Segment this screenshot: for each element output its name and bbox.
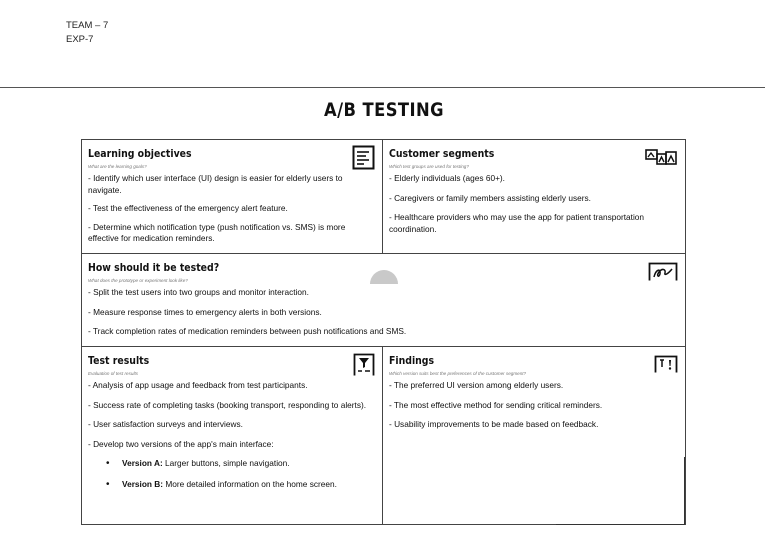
signature-icon xyxy=(648,262,678,282)
list-item: - Split the test users into two groups and monitor interaction. xyxy=(88,287,309,297)
section-title: How should it be tested? xyxy=(88,261,220,274)
list-item: - Caregivers or family members assisting elderly users. xyxy=(389,192,591,203)
findings-section xyxy=(383,347,685,524)
list-item: - Test the effectiveness of the emergency alert feature. xyxy=(88,203,288,213)
ab-testing-canvas xyxy=(81,139,686,525)
learning-objectives-section xyxy=(82,140,383,254)
section-title: Learning objectives xyxy=(88,147,192,160)
document-list-icon xyxy=(352,145,375,170)
list-item: - Measure response times to emergency alerts in both versions. xyxy=(88,306,322,317)
section-title: Customer segments xyxy=(389,147,495,160)
exp-label: EXP-7 xyxy=(66,34,94,45)
page-title: A/B TESTING xyxy=(324,99,444,121)
section-subtitle: What are the learning goals? xyxy=(88,164,147,169)
version-name: Version B: xyxy=(122,478,164,489)
list-item: - Usability improvements to be made based on feedback. xyxy=(389,419,599,429)
decorative-shape xyxy=(370,270,398,284)
section-title: Test results xyxy=(88,354,150,367)
section-subtitle: Which test groups are used for testing? xyxy=(389,164,469,169)
section-subtitle: What does the prototype or experiment look like? xyxy=(88,278,188,283)
list-item: - The most effective method for sending critical reminders. xyxy=(389,399,603,410)
version-item xyxy=(106,458,376,470)
version-item xyxy=(106,479,376,491)
section-subtitle: Which version suits best the preferences of the customer segment? xyxy=(389,371,527,376)
filter-document-icon xyxy=(353,353,375,377)
team-label: TEAM – 7 xyxy=(66,20,109,31)
list-item: - Success rate of completing tasks (booking transport, responding to alerts). xyxy=(88,399,367,410)
list-item: - Track completion rates of medication reminders between push notifications and SMS. xyxy=(88,326,407,336)
user-groups-icon xyxy=(645,148,677,166)
list-item: - Healthcare providers who may use the app for patient transportation coordination. xyxy=(389,212,645,234)
customer-segments-section xyxy=(383,140,685,254)
version-text: Larger buttons, simple navigation. xyxy=(162,458,290,468)
page-header xyxy=(66,19,108,47)
border-stub xyxy=(684,457,685,525)
list-item: - Analysis of app usage and feedback from test participants. xyxy=(88,380,308,390)
section-subtitle: Evaluation of test results xyxy=(88,371,139,376)
version-text: More detailed information on the home screen. xyxy=(163,478,337,489)
insight-board-icon xyxy=(654,355,678,374)
version-name: Version A: xyxy=(122,458,163,468)
list-item: - Identify which user interface (UI) design is easier for elderly users to navigate. xyxy=(88,173,343,195)
list-item: - Elderly individuals (ages 60+). xyxy=(389,173,505,183)
list-item: - The preferred UI version among elderly users. xyxy=(389,380,564,390)
list-item: - User satisfaction surveys and interviews. xyxy=(88,419,243,429)
border-stub xyxy=(556,524,685,525)
section-title: Findings xyxy=(389,354,435,367)
version-list xyxy=(88,458,376,490)
how-tested-section xyxy=(82,254,685,347)
header-divider xyxy=(0,87,765,88)
test-results-section xyxy=(82,347,383,524)
list-item: - Develop two versions of the app's main interface: xyxy=(88,438,274,449)
list-item: - Determine which notification type (push notification vs. SMS) is more effective for medication reminders. xyxy=(88,221,346,243)
